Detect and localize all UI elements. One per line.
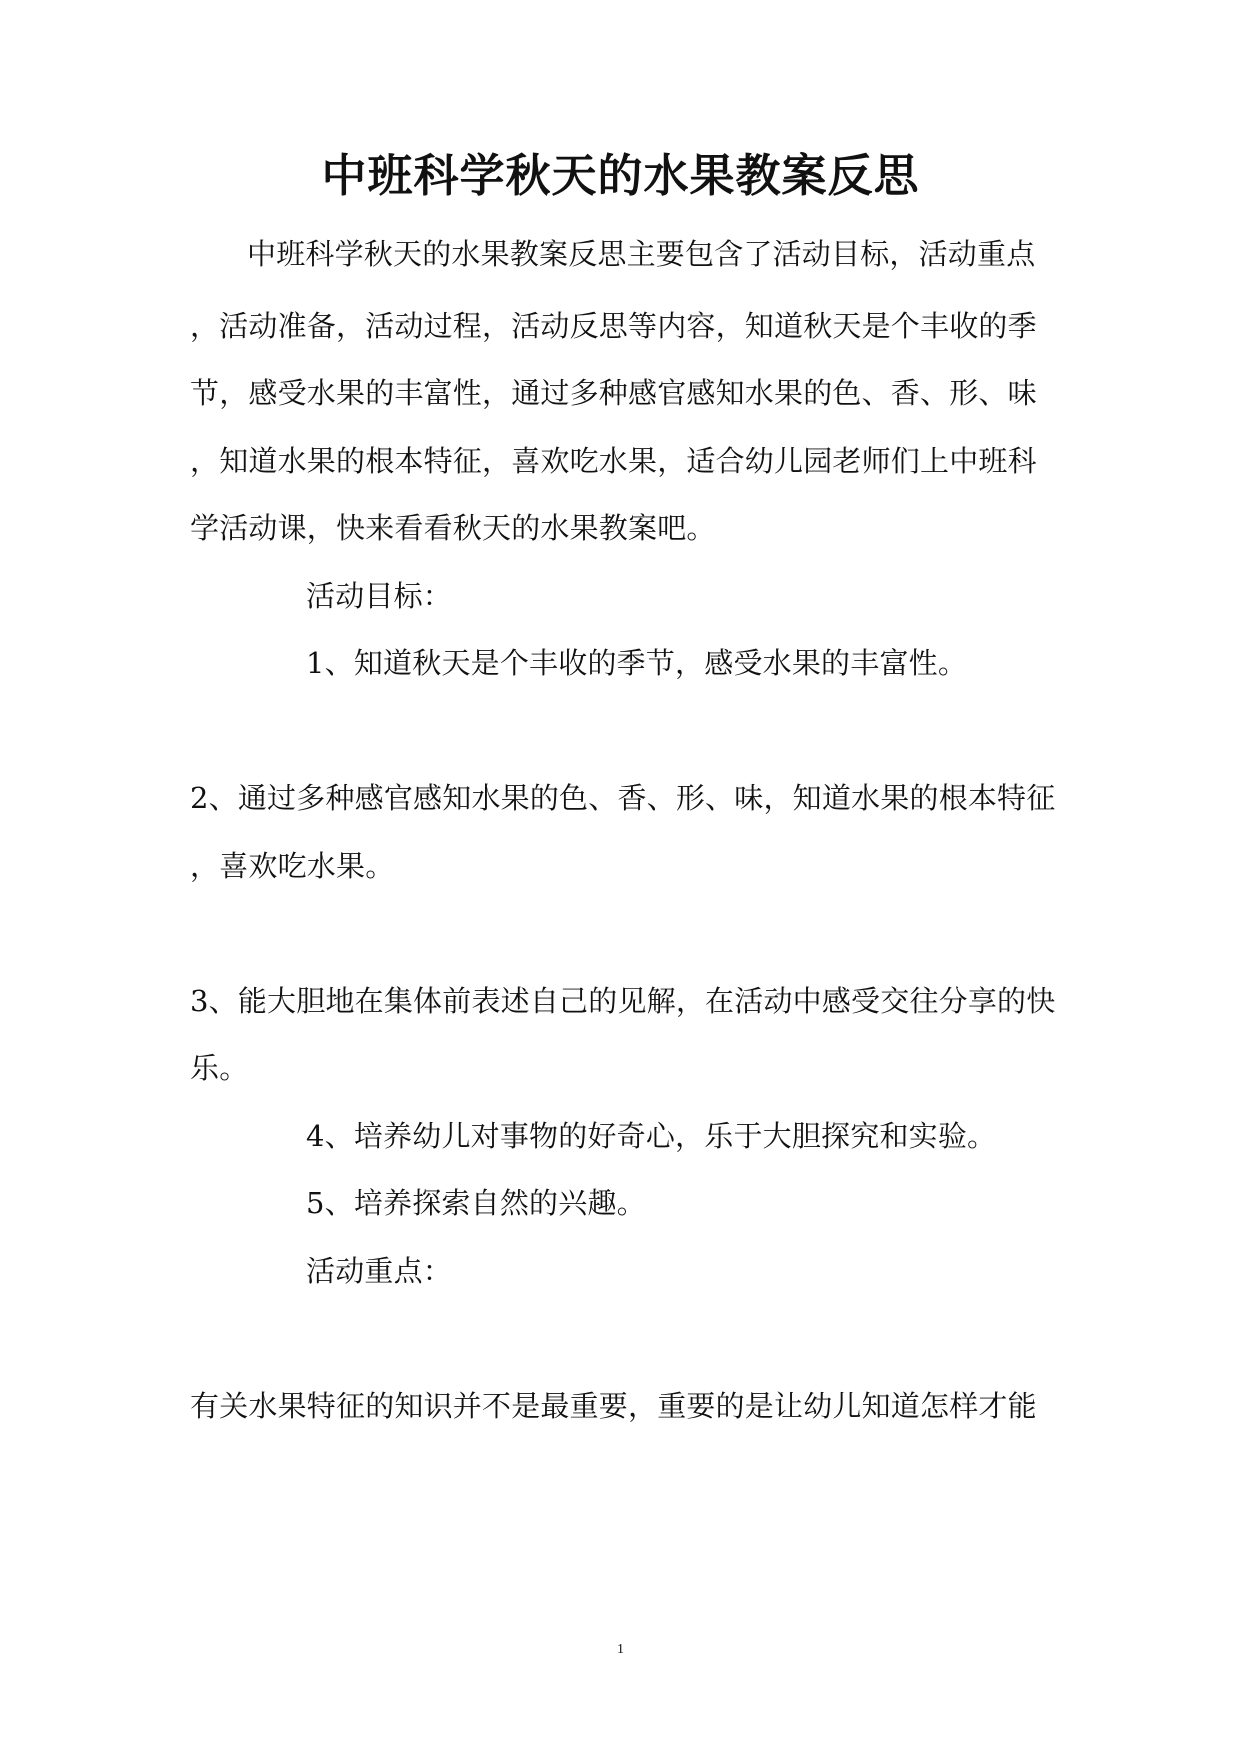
goal-item-4: 4、培养幼儿对事物的好奇心，乐于大胆探究和实验。 [306,1119,997,1153]
page-number: 1 [617,1642,624,1657]
focus-heading: 活动重点： [306,1254,453,1288]
goal-item-2-line-2: ，喜欢吃水果。 [190,849,395,883]
goals-heading: 活动目标： [306,579,453,613]
goal-item-1: 1、知道秋天是个丰收的季节，感受水果的丰富性。 [306,646,968,680]
intro-line-4: ，知道水果的根本特征，喜欢吃水果，适合幼儿园老师们上中班科 [190,444,1037,478]
goal-item-5: 5、培养探索自然的兴趣。 [306,1186,646,1220]
goal-item-2-line-1: 2、通过多种感官感知水果的色、香、形、味，知道水果的根本特征 [190,781,1056,815]
goal-item-3-line-1: 3、能大胆地在集体前表述自己的见解，在活动中感受交往分享的快 [190,984,1056,1018]
intro-line-2: ，活动准备，活动过程，活动反思等内容，知道秋天是个丰收的季 [190,309,1037,343]
goal-item-3-line-2: 乐。 [190,1051,249,1085]
focus-line-1: 有关水果特征的知识并不是最重要，重要的是让幼儿知道怎样才能 [190,1389,1037,1423]
intro-line-1: 中班科学秋天的水果教案反思主要包含了活动目标，活动重点 [247,237,1036,271]
intro-line-3: 节，感受水果的丰富性，通过多种感官感知水果的色、香、形、味 [190,376,1037,410]
document-title: 中班科学秋天的水果教案反思 [321,149,920,202]
intro-line-5: 学活动课，快来看看秋天的水果教案吧。 [190,511,716,545]
